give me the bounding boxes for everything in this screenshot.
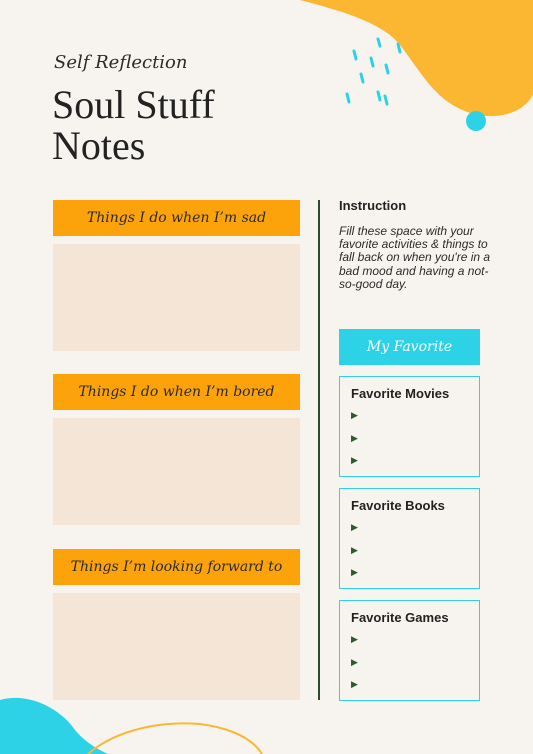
triangle-bullet-icon: ▶ — [351, 433, 358, 444]
section-box-bored[interactable] — [53, 418, 300, 525]
page-subtitle: Self Reflection — [54, 52, 188, 73]
favorite-books-title: Favorite Books — [351, 498, 445, 513]
favorite-movies-box[interactable] — [339, 376, 480, 477]
instruction-text: Fill these space with your favorite activities & things to fall back on when you're in a bad mood and having a not-so-good day. — [339, 224, 491, 291]
section-header-looking-forward: Things I’m looking forward to — [53, 549, 300, 585]
yellow-blob-shape — [300, 0, 533, 116]
favorite-games-list — [351, 633, 358, 701]
favorite-movies-list — [351, 409, 358, 477]
my-favorite-header: My Favorite — [339, 329, 480, 365]
favorite-books-box[interactable] — [339, 488, 480, 589]
triangle-bullet-icon: ▶ — [351, 657, 358, 668]
instruction-heading: Instruction — [339, 198, 407, 213]
section-header-sad: Things I do when I’m sad — [53, 200, 300, 236]
triangle-bullet-icon: ▶ — [351, 456, 358, 466]
cyan-dash-pattern — [347, 39, 400, 104]
triangle-bullet-icon: ▶ — [351, 568, 358, 578]
triangle-bullet-icon: ▶ — [351, 523, 358, 533]
triangle-bullet-icon: ▶ — [351, 635, 358, 645]
favorite-books-list — [351, 521, 358, 589]
section-box-sad[interactable] — [53, 244, 300, 351]
section-header-bored: Things I do when I’m bored — [53, 374, 300, 410]
favorite-games-box[interactable] — [339, 600, 480, 701]
cyan-dot-shape — [466, 111, 486, 131]
page-title: Soul Stuff Notes — [52, 82, 215, 168]
column-divider — [318, 200, 320, 700]
triangle-bullet-icon: ▶ — [351, 411, 358, 421]
favorite-movies-title: Favorite Movies — [351, 386, 450, 401]
cyan-wave-shape — [0, 698, 108, 754]
triangle-bullet-icon: ▶ — [351, 680, 358, 690]
section-box-looking-forward[interactable] — [53, 593, 300, 700]
favorite-games-title: Favorite Games — [351, 610, 449, 625]
orange-curve-line — [88, 723, 262, 754]
triangle-bullet-icon: ▶ — [351, 545, 358, 556]
